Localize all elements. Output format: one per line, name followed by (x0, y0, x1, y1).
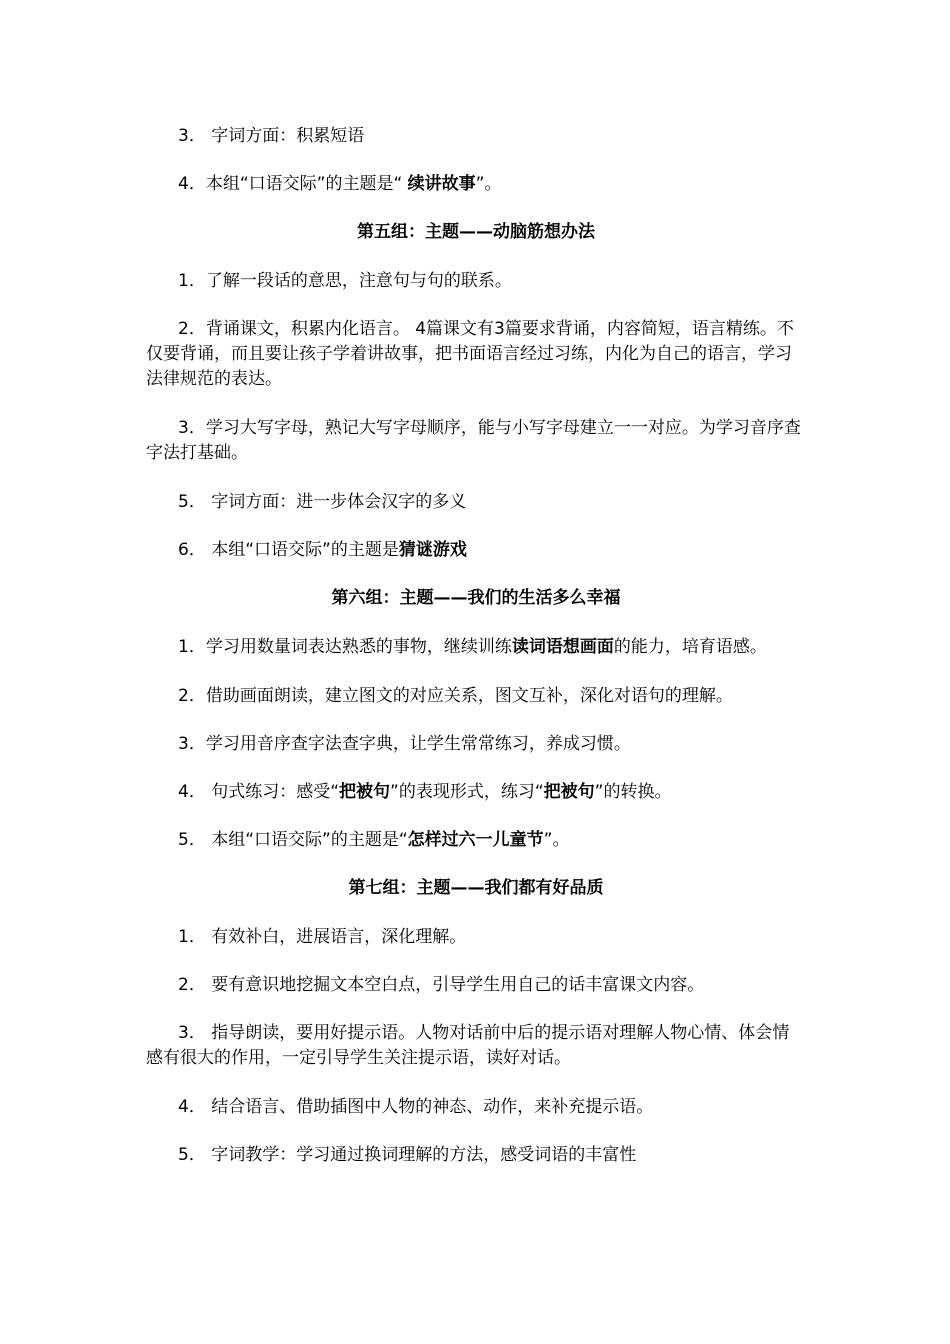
list-item: 6． 本组“口语交际”的主题是猜谜游戏 (178, 540, 467, 560)
list-item: 1．了解一段话的意思，注意句与句的联系。 (178, 271, 512, 291)
list-item: 1． 有效补白，进展语言，深化理解。 (178, 927, 467, 947)
list-item: 3．学习用音序查字法查字典，让学生常常练习，养成习惯。 (178, 734, 631, 754)
list-item: 2．背诵课文，积累内化语言。 4篇课文有3篇要求背诵，内容简短，语言精练。不仅要背诵，而且要让孩子学着讲故事，把书面语言经过习练，内化为自己的语言，学习法律规范的表达。 (146, 319, 794, 389)
section-heading: 第五组：主题——动脑筋想办法 (357, 222, 595, 242)
section-heading: 第六组：主题——我们的生活多么幸福 (331, 588, 621, 608)
list-item: 3． 指导朗读，要用好提示语。人物对话前中后的提示语对理解人物心情、体会情感有很大的作用，一定引导学生关注提示语，读好对话。 (146, 1023, 790, 1068)
document-page (146, 124, 806, 1191)
list-item: 5． 字词教学：学习通过换词理解的方法，感受词语的丰富性 (178, 1145, 637, 1165)
section-heading: 第七组：主题——我们都有好品质 (348, 878, 604, 898)
list-item: 1．学习用数量词表达熟悉的事物，继续训练读词语想画面的能力，培育语感。 (178, 637, 767, 657)
list-item: 5． 本组“口语交际”的主题是“怎样过六一儿童节”。 (178, 830, 570, 850)
list-item: 3．学习大写字母，熟记大写字母顺序，能与小写字母建立一一对应。为学习音序查字法打基础。 (146, 418, 801, 463)
list-item: 5． 字词方面：进一步体会汉字的多义 (178, 492, 467, 512)
list-item: 2．借助画面朗读，建立图文的对应关系，图文互补，深化对语句的理解。 (178, 686, 733, 706)
list-item: 2． 要有意识地挖掘文本空白点，引导学生用自己的话丰富课文内容。 (178, 975, 705, 995)
list-item: 3． 字词方面：积累短语 (178, 126, 365, 146)
list-item: 4． 句式练习：感受“把被句”的表现形式，练习“把被句”的转换。 (178, 782, 672, 802)
list-item: 4． 结合语言、借助插图中人物的神态、动作，来补充提示语。 (178, 1097, 654, 1117)
list-item: 4．本组“口语交际”的主题是“ 续讲故事”。 (178, 174, 502, 194)
